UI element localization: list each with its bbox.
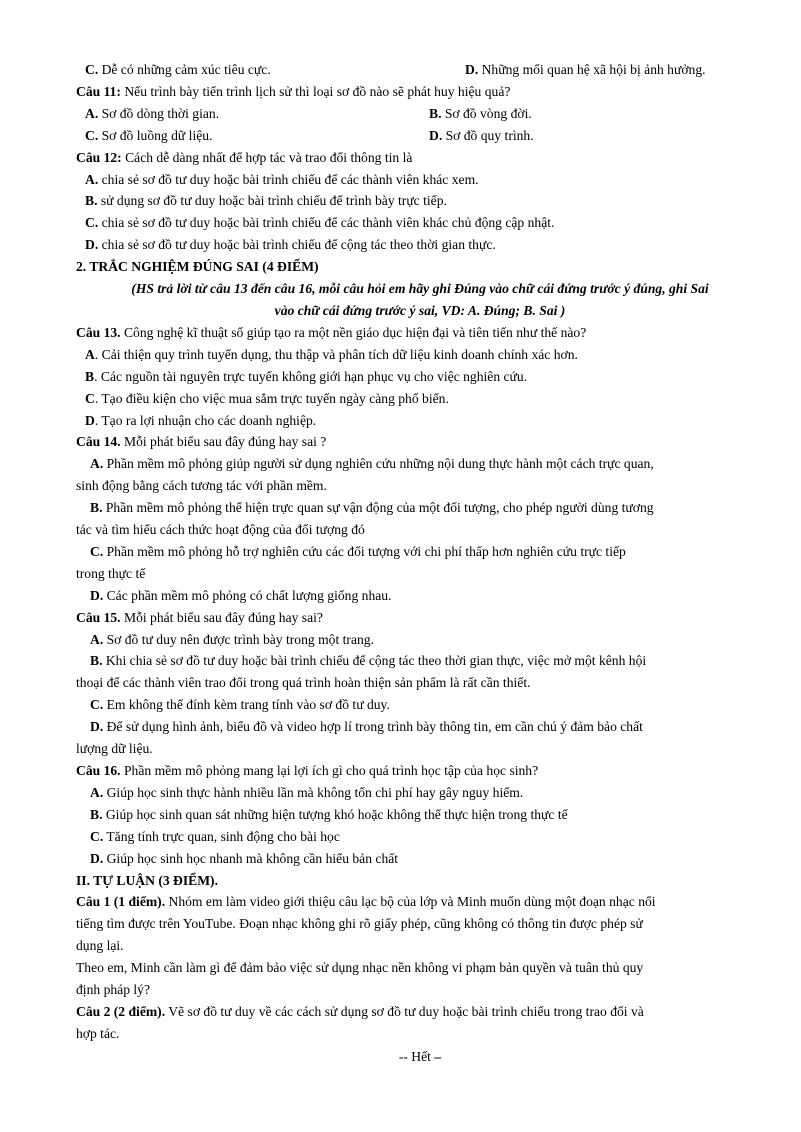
- essay-q2-line2: hợp tác.: [76, 1025, 120, 1041]
- q11-options-row-1: [76, 103, 764, 125]
- q15-option-a: A. Sơ đồ tư duy nên được trình bày trong một trang.: [90, 631, 374, 647]
- q11-stem: Câu 11: Nếu trình bày tiến trình lịch sử thì loại sơ đồ nào sẽ phát huy hiệu quả?: [76, 83, 511, 99]
- q14-option-c-line2: trong thực tế: [76, 565, 146, 581]
- q12-stem: Câu 12: Cách dễ dàng nhất để hợp tác và trao đổi thông tin là: [76, 149, 413, 165]
- q12-option-d: D. chia sẻ sơ đồ tư duy hoặc bài trình chiếu để cộng tác theo thời gian thực.: [85, 237, 496, 253]
- essay-q1-line3: dụng lại.: [76, 938, 124, 954]
- q12-option-b: B. sử dụng sơ đồ tư duy hoặc bài trình chiếu để trình bày trực tiếp.: [85, 193, 447, 209]
- end-marker: -- Hết –: [398, 1048, 442, 1064]
- q15-option-b-line1: B. Khi chia sẻ sơ đồ tư duy hoặc bài trình chiếu để cộng tác theo thời gian thực, việc mở một kênh hội: [90, 653, 647, 669]
- q15-option-d-line1: D. Để sử dụng hình ảnh, biểu đồ và video hợp lí trong trình bày thông tin, em cần chú ý đảm bảo chất: [90, 719, 643, 735]
- q12-option-c: C. chia sẻ sơ đồ tư duy hoặc bài trình chiếu để các thành viên khác chủ động cập nhật.: [85, 215, 555, 231]
- part2-instruction-line1: (HS trả lời từ câu 13 đến câu 16, mỗi câu hỏi em hãy ghi Đúng vào chữ cái đứng trước ý đúng, ghi Sai: [131, 281, 709, 297]
- q14-option-b-line2: tác và tìm hiểu cách thức hoạt động của đối tượng đó: [76, 522, 365, 538]
- q16-stem: Câu 16. Phần mềm mô phỏng mang lại lợi ích gì cho quá trình học tập của học sinh?: [76, 763, 539, 778]
- q14-option-a-line1: A. Phần mềm mô phỏng giúp người sử dụng nghiên cứu những nội dung thực hành một cách trực quan,: [90, 456, 654, 472]
- q12-option-a: A. chia sẻ sơ đồ tư duy hoặc bài trình chiếu để các thành viên khác xem.: [85, 171, 479, 187]
- q15-option-d-line2: lượng dữ liệu.: [76, 741, 153, 757]
- q11-option-c: C. Sơ đồ luồng dữ liệu.: [85, 127, 213, 143]
- part2-instruction-line2: vào chữ cái đứng trước ý sai, VD: A. Đúng; B. Sai ): [274, 302, 566, 318]
- q10-option-d: D. Những mối quan hệ xã hội bị ảnh hưởng.: [465, 62, 706, 77]
- q13-option-c: C. Tạo điều kiện cho việc mua sắm trực tuyến ngày càng phổ biến.: [85, 390, 449, 406]
- q11-option-a: A. Sơ đồ dòng thời gian.: [85, 105, 220, 121]
- q14-option-b-line1: B. Phần mềm mô phỏng thể hiện trực quan sự vận động của một đối tượng, cho phép người dùng tương: [90, 500, 654, 516]
- q13-option-a: A. Cải thiện quy trình tuyển dụng, thu thập và phân tích dữ liệu kinh doanh chính xác hơn.: [85, 346, 578, 362]
- essay-heading: II. TỰ LUẬN (3 ĐIỂM).: [76, 872, 218, 888]
- essay-q1-line1: Câu 1 (1 điểm). Nhóm em làm video giới thiệu câu lạc bộ của lớp và Minh muốn dùng một đoạn nhạc nổi: [76, 894, 656, 910]
- q11-options-row-2: [76, 125, 764, 147]
- q14-stem: Câu 14. Mỗi phát biểu sau đây đúng hay sai ?: [76, 434, 327, 450]
- q13-option-b: B. Các nguồn tài nguyên trực tuyến không giới hạn phục vụ cho việc nghiên cứu.: [85, 368, 528, 384]
- q14-option-d: D. Các phần mềm mô phỏng có chất lượng giống nhau.: [90, 587, 392, 603]
- q11-option-b: B. Sơ đồ vòng đời.: [429, 105, 532, 121]
- q15-stem: Câu 15. Mỗi phát biểu sau đây đúng hay sai?: [76, 609, 323, 625]
- q16-option-b: B. Giúp học sinh quan sát những hiện tượng khó hoặc không thể thực hiện trong thực tế: [90, 806, 568, 822]
- essay-q1-line4: Theo em, Minh cần làm gì để đảm bảo việc sử dụng nhạc nền không vi phạm bản quyền và tuân thủ quy: [76, 960, 644, 976]
- part2-heading: 2. TRẮC NGHIỆM ĐÚNG SAI (4 ĐIỂM): [76, 259, 319, 275]
- q13-stem: Câu 13. Công nghệ kĩ thuật số giúp tạo ra một nền giáo dục hiện đại và tiên tiến như thế nào?: [76, 324, 587, 340]
- q13-option-d: D. Tạo ra lợi nhuận cho các doanh nghiệp.: [85, 412, 317, 428]
- q16-option-c: C. Tăng tính trực quan, sinh động cho bài học: [90, 828, 340, 844]
- q14-option-a-line2: sinh động bằng cách tương tác với phần mềm.: [76, 478, 327, 494]
- q10-option-c: C. Dễ có những cảm xúc tiêu cực.: [85, 62, 271, 77]
- q11-option-d: D. Sơ đồ quy trình.: [429, 127, 534, 143]
- q16-option-a: A. Giúp học sinh thực hành nhiều lần mà không tốn chi phí hay gây nguy hiểm.: [90, 784, 524, 800]
- essay-q1-line5: định pháp lý?: [76, 982, 150, 998]
- q10-options-row: [76, 59, 764, 81]
- q14-option-c-line1: C. Phần mềm mô phỏng hỗ trợ nghiên cứu các đối tượng với chi phí thấp hơn nghiên cứu trực tiếp: [90, 543, 626, 559]
- essay-q2-line1: Câu 2 (2 điểm). Vẽ sơ đồ tư duy về các cách sử dụng sơ đồ tư duy hoặc bài trình chiếu trong trao đổi và: [76, 1003, 644, 1019]
- essay-q1-line2: tiếng tìm được trên YouTube. Đoạn nhạc không ghi rõ giấy phép, cũng không có thông tin được phép sử: [76, 916, 643, 932]
- q15-option-c: C. Em không thể đính kèm trang tính vào sơ đồ tư duy.: [90, 697, 390, 713]
- exam-content: [76, 59, 764, 1068]
- q16-option-d: D. Giúp học sinh học nhanh mà không cần hiểu bản chất: [90, 850, 399, 866]
- q15-option-b-line2: thoại để các thành viên trao đổi trong quá trình hoàn thiện sản phẩm là rất cần thiết.: [76, 675, 531, 691]
